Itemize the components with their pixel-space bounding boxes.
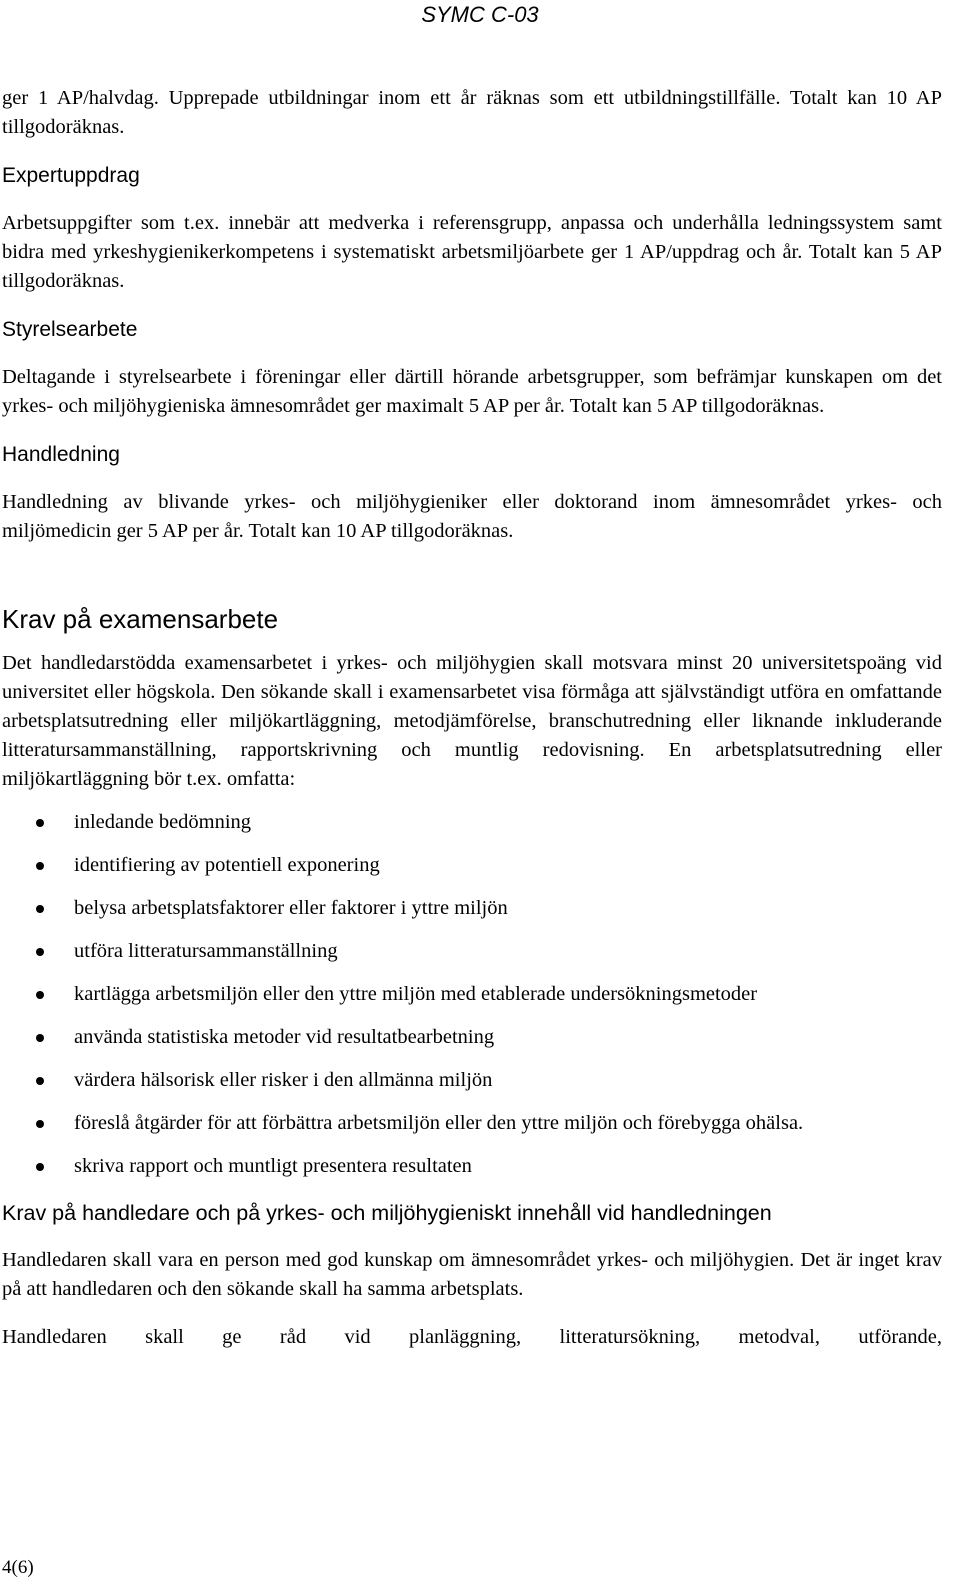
bullet-icon: [36, 1034, 44, 1042]
list-item: belysa arbetsplatsfaktorer eller faktorer i yttre miljön: [2, 894, 942, 923]
thesis-requirements-list: [2, 808, 942, 1181]
supervision-paragraph: Handledning av blivande yrkes- och miljöhygieniker eller doktorand inom ämnesområdet yrkes- och miljömedicin ger 5 AP per år. Totalt kan 10 AP tillgodoräknas.: [2, 491, 942, 542]
bullet-icon: [36, 1120, 44, 1128]
bullet-icon: [36, 1077, 44, 1085]
mentor-paragraph-2: Handledaren skall ge råd vid planläggning, litteratursökning, metodval, utförande,: [2, 1326, 942, 1348]
expert-paragraph: Arbetsuppgifter som t.ex. innebär att medverka i referensgrupp, anpassa och underhålla ledningssystem samt bidra med yrkeshygienikerkompetens i systematiskt arbetsmiljöarbete ger 1 AP/uppdrag och år. Totalt kan 5 AP tillgodoräknas.: [2, 212, 942, 292]
bullet-icon: [36, 862, 44, 870]
expert-heading: Expertuppdrag: [2, 164, 140, 187]
list-item: föreslå åtgärder för att förbättra arbetsmiljön eller den yttre miljön och förebygga ohälsa.: [2, 1109, 942, 1138]
bullet-icon: [36, 905, 44, 913]
list-item: skriva rapport och muntligt presentera resultaten: [2, 1152, 942, 1181]
list-item: värdera hälsorisk eller risker i den allmänna miljön: [2, 1066, 942, 1095]
board-paragraph: Deltagande i styrelsearbete i föreningar eller därtill hörande arbetsgrupper, som befrämjar kunskapen om det yrkes- och miljöhygieniska ämnesområdet ger maximalt 5 AP per år. Totalt kan 5 AP tillgodoräknas.: [2, 366, 942, 417]
board-heading: Styrelsearbete: [2, 318, 138, 341]
list-item: utföra litteratursammanställning: [2, 937, 942, 966]
document-body: [2, 84, 942, 1352]
bullet-icon: [36, 819, 44, 827]
list-item: inledande bedömning: [2, 808, 942, 837]
page-number: 4(6): [2, 1557, 34, 1578]
bullet-icon: [36, 991, 44, 999]
intro-paragraph: ger 1 AP/halvdag. Upprepade utbildningar inom ett år räknas som ett utbildningstillfälle. Totalt kan 10 AP tillgodoräknas.: [2, 87, 942, 138]
bullet-icon: [36, 1163, 44, 1171]
list-item: identifiering av potentiell exponering: [2, 851, 942, 880]
document-header: SYMC C-03: [421, 2, 539, 27]
list-item: kartlägga arbetsmiljön eller den yttre miljön med etablerade undersökningsmetoder: [2, 980, 942, 1009]
list-item: använda statistiska metoder vid resultatbearbetning: [2, 1023, 942, 1052]
thesis-paragraph: Det handledarstödda examensarbetet i yrkes- och miljöhygien skall motsvara minst 20 universitetspoäng vid universitet eller högskola. Den sökande skall i examensarbetet visa förmåga att självständigt utföra en omfattande arbetsplatsutredning eller miljökartläggning, metodjämförelse, branschutredning eller liknande inkluderande litteratursammanställning, rapportskrivning och muntlig redovisning. En arbetsplatsutredning eller miljökartläggning bör t.ex. omfatta:: [2, 652, 942, 790]
supervision-heading: Handledning: [2, 443, 120, 466]
mentor-heading: Krav på handledare och på yrkes- och miljöhygieniskt innehåll vid handledningen: [2, 1201, 772, 1225]
bullet-icon: [36, 948, 44, 956]
thesis-heading: Krav på examensarbete: [2, 604, 279, 634]
mentor-paragraph-1: Handledaren skall vara en person med god kunskap om ämnesområdet yrkes- och miljöhygien. Det är inget krav på att handledaren och den sökande skall ha samma arbetsplats.: [2, 1249, 942, 1300]
